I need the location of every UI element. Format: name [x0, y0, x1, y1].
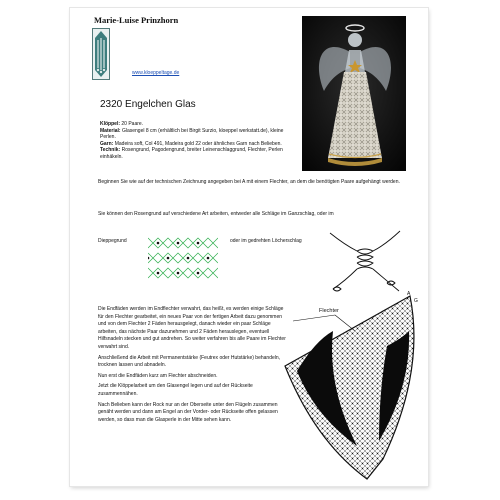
document-page	[70, 8, 428, 486]
dieppegrund-diagram	[148, 233, 218, 288]
material-value: Glasengel 8 cm (erhältlich bei Birgit Surzio, kloeppel werkstatt.de), kleine Perlen.	[100, 127, 284, 141]
instructions-body	[98, 306, 288, 427]
materials-block	[100, 121, 295, 161]
instruction-endfaeden: Die Endfäden werden im Endflechter verwahrt, das heißt, es werden einige Schläge für den Flechter gearbeitet, ein neues Paar von der fertigen Arbeit dazu genommen und von dem Flechter 2 Fäden herausgelegt, danach wieder ein paar Schläge arbeiten, das nächste Paar dazunehmen und 2 Fäden herauslegen, eventuell Hilfsnadeln stecken und gut andrehen. So weiter verfahren bis alle Paare im Flechter verwahrt sind.	[98, 306, 286, 350]
garn-value: Madeira soft, Col 491, Madeira gold 22 oder ähnliches Garn nach Belieben.	[114, 140, 282, 147]
instruction-rock: Nach Belieben kann der Rock nur an der Oberseite unter den Flügeln zusammen genäht werden und dann am Engel an der Vorder- oder Rückseite offen gelassen werden, so dass man die Glasperle in der Mitte sehen kann.	[98, 401, 278, 423]
instruction-zusammennaehen: Jetzt die Klöppelarbeit um den Glasengel legen und auf der Rückseite zusammennähen.	[98, 383, 253, 397]
flechter-label: Flechter	[319, 308, 339, 314]
kloeppel-line	[100, 121, 295, 128]
intro-paragraph: Beginnen Sie wie auf der technischen Zeichnung angegeben bei A mit einem Flechter, an dem die benötigten Paare aufgehängt werden.	[98, 179, 400, 185]
technik-label: Technik:	[100, 147, 121, 154]
garn-line	[100, 141, 295, 148]
material-line	[100, 128, 295, 141]
technik-line	[100, 147, 295, 160]
bobbin-logo-icon	[92, 28, 110, 80]
glass-angel-photo	[302, 16, 406, 171]
loecherschlag-diagram	[325, 223, 405, 298]
loecherschlag-label: oder im gedrehten Löcherschlag	[230, 238, 302, 244]
pattern-title: 2320 Engelchen Glas	[100, 99, 196, 110]
material-label: Material:	[100, 127, 121, 134]
website-link[interactable]: www.kloeppeltage.de	[132, 70, 180, 76]
dieppegrund-label: Dieppegrund	[98, 238, 127, 244]
point-g-label: G	[414, 298, 418, 304]
rosengrund-paragraph: Sie können den Rosengrund auf verschiedene Art arbeiten, entweder alle Schläge im Ganzschlag, oder im	[98, 211, 334, 217]
kloeppel-value: 20 Paare.	[121, 121, 144, 127]
kloeppel-label: Klöppel:	[100, 121, 120, 127]
pricking-diagram	[275, 291, 425, 481]
garn-label: Garn:	[100, 140, 114, 147]
technik-value: Rosengrund, Pagodengrund, breiter Leinenschlaggrund, Flechter, Perlen einhäkeln.	[100, 147, 283, 160]
instruction-abschneiden: Nun erst die Endfäden kurz am Flechter abschneiden.	[98, 372, 218, 379]
author-name: Marie-Luise Prinzhorn	[94, 15, 179, 25]
instruction-staerke: Anschließend die Arbeit mit Permanentstärke (Feutrex oder Hutstärke) behandeln, trocknen lassen und abnadeln.	[98, 354, 281, 369]
point-a-label: A	[407, 291, 411, 297]
